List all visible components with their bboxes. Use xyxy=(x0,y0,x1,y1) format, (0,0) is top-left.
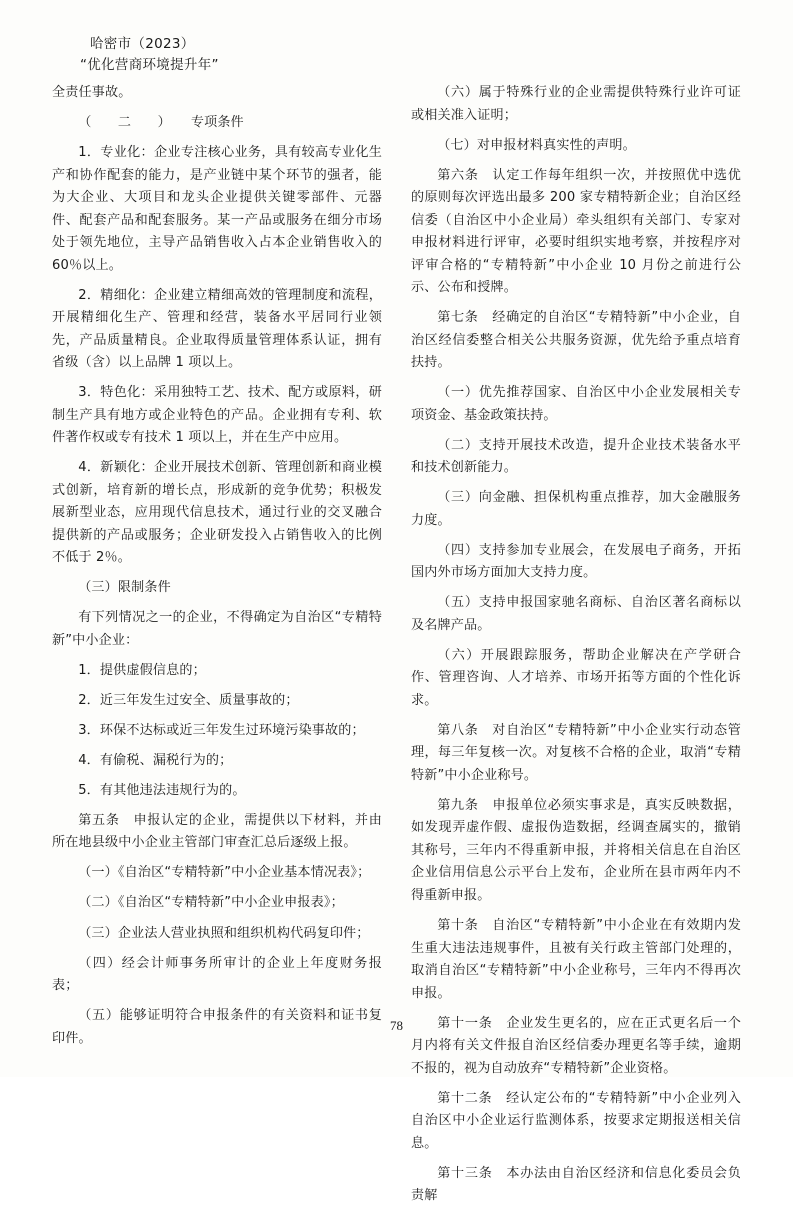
paragraph: （ 二 ） 专项条件 xyxy=(78,115,244,131)
paragraph: （五）能够证明符合申报条件的有关资料和证书复印件。 xyxy=(52,1008,382,1046)
paragraph: 第十条 自治区“专精特新”中小企业在有效期内发生重大违法违规事件，且被有关行政主管部门处理的，取消自治区“专精特新”中小企业称号，三年内不得再次申报。 xyxy=(411,918,741,1001)
paragraph: 第五条 申报认定的企业，需提供以下材料，并由所在地县级中小企业主管部门审查汇总后逐级上报。 xyxy=(52,812,382,851)
paragraph: 2．近三年发生过安全、质量事故的； xyxy=(78,692,299,708)
paragraph: （四）支持参加专业展会，在发展电子商务，开拓国内外市场方面加大支持力度。 xyxy=(411,542,741,581)
paragraph: 第七条 经确定的自治区“专精特新”中小企业，自治区经信委整合相关公共服务资源，优先给予重点培育扶持。 xyxy=(411,310,741,371)
document-header xyxy=(72,34,492,76)
paragraph: 2．精细化：企业建立精细高效的管理制度和流程，开展精细化生产、管理和经营，装备水平居同行业领先，产品质量精良。企业取得质量管理体系认证，拥有省级（含）以上品牌 1 项以上。 xyxy=(52,287,382,371)
paragraph: （六）开展跟踪服务，帮助企业解决在产学研合作、管理咨询、人才培养、市场开拓等方面的个性化诉求。 xyxy=(411,647,741,708)
paragraph: 全责任事故。 xyxy=(52,85,132,100)
paragraph: 有下列情况之一的企业，不得确定为自治区“专精特新”中小企业： xyxy=(52,610,382,648)
paragraph: （一）《自治区“专精特新”中小企业基本情况表》； xyxy=(78,865,371,881)
header-line-1: 哈密市（2023） xyxy=(90,36,195,52)
paragraph: 3．特色化：采用独特工艺、技术、配方或原料，研制生产具有地方或企业特色的产品。企业拥有专利、软件著作权或专有技术 1 项以上，并在生产中应用。 xyxy=(52,385,382,446)
paragraph: 4．新颖化：企业开展技术创新、管理创新和商业模式创新，培育新的增长点，形成新的竞争优势；积极发展新型业态，应用现代信息技术，通过行业的交叉融合提供新的产品或服务；企业研发投入占销售收入的比例不低于 2％。 xyxy=(52,460,382,566)
page-number: 78 xyxy=(390,1018,403,1033)
paragraph: 第九条 申报单位必须实事求是，真实反映数据，如发现弄虚作假、虚报伪造数据，经调查属实的，撤销其称号，三年内不得重新申报，并将相关信息在自治区企业信用信息公示平台上发布，企业所在县市两年内不得重新申报。 xyxy=(411,797,741,903)
paragraph: （二）《自治区“专精特新”中小企业申报表》； xyxy=(78,895,344,911)
left-column xyxy=(52,82,382,1046)
paragraph: 1．提供虚假信息的； xyxy=(78,662,206,678)
paragraph: （一）优先推荐国家、自治区中小企业发展相关专项资金、基金政策扶持。 xyxy=(411,385,741,423)
paragraph: （五）支持申报国家驰名商标、自治区著名商标以及名牌产品。 xyxy=(411,595,741,633)
paragraph: 3．环保不达标或近三年发生过环境污染事故的； xyxy=(78,722,365,738)
paragraph: 第十二条 经认定公布的“专精特新”中小企业列入自治区中小企业运行监测体系，按要求定期报送相关信息。 xyxy=(411,1090,741,1151)
paragraph: 第八条 对自治区“专精特新”中小企业实行动态管理，每三年复核一次。对复核不合格的企业，取消“专精特新”中小企业称号。 xyxy=(411,722,741,783)
paragraph: 第十一条 企业发生更名的，应在正式更名后一个月内将有关文件报自治区经信委办理更名等手续，逾期不报的，视为自动放弃“专精特新”企业资格。 xyxy=(411,1015,741,1076)
right-column xyxy=(411,82,741,1204)
paragraph: 4．有偷税、漏税行为的； xyxy=(78,752,233,768)
paragraph: 第十三条 本办法由自治区经济和信息化委员会负责解 xyxy=(411,1165,741,1204)
paragraph: （四）经会计师事务所审计的企业上年度财务报表； xyxy=(52,955,382,994)
paragraph: 第六条 认定工作每年组织一次，并按照优中选优的原则每次评选出最多 200 家专精特新企业；自治区经信委（自治区中小企业局）牵头组织有关部门、专家对申报材料进行评审，必要时组织实地考察，并按程序对评审合格的“专精特新”中小企业 10 月份之前进行公示、公布和授牌。 xyxy=(411,167,741,296)
paragraph: （二）支持开展技术改造，提升企业技术装备水平和技术创新能力。 xyxy=(411,437,741,476)
header-line-2: “优化营商环境提升年” xyxy=(80,56,219,73)
paragraph: 5．有其他违法违规行为的。 xyxy=(78,782,246,798)
paragraph: （三）企业法人营业执照和组织机构代码复印件； xyxy=(78,925,370,941)
paragraph: （七）对申报材料真实性的声明。 xyxy=(437,137,636,153)
paragraph: （六）属于特殊行业的企业需提供特殊行业许可证或相关准入证明； xyxy=(411,85,741,123)
paragraph: （三）向金融、担保机构重点推荐，加大金融服务力度。 xyxy=(411,490,741,528)
paragraph: 1．专业化：企业专注核心业务，具有较高专业化生产和协作配套的能力，是产业链中某个环节的强者，能为大企业、大项目和龙头企业提供关键零部件、元器件、配套产品和配套服务。某一产品或服务在细分市场处于领先地位，主导产品销售收入占本企业销售收入的 60％以上。 xyxy=(52,145,382,273)
paragraph: （三）限制条件 xyxy=(78,580,171,596)
